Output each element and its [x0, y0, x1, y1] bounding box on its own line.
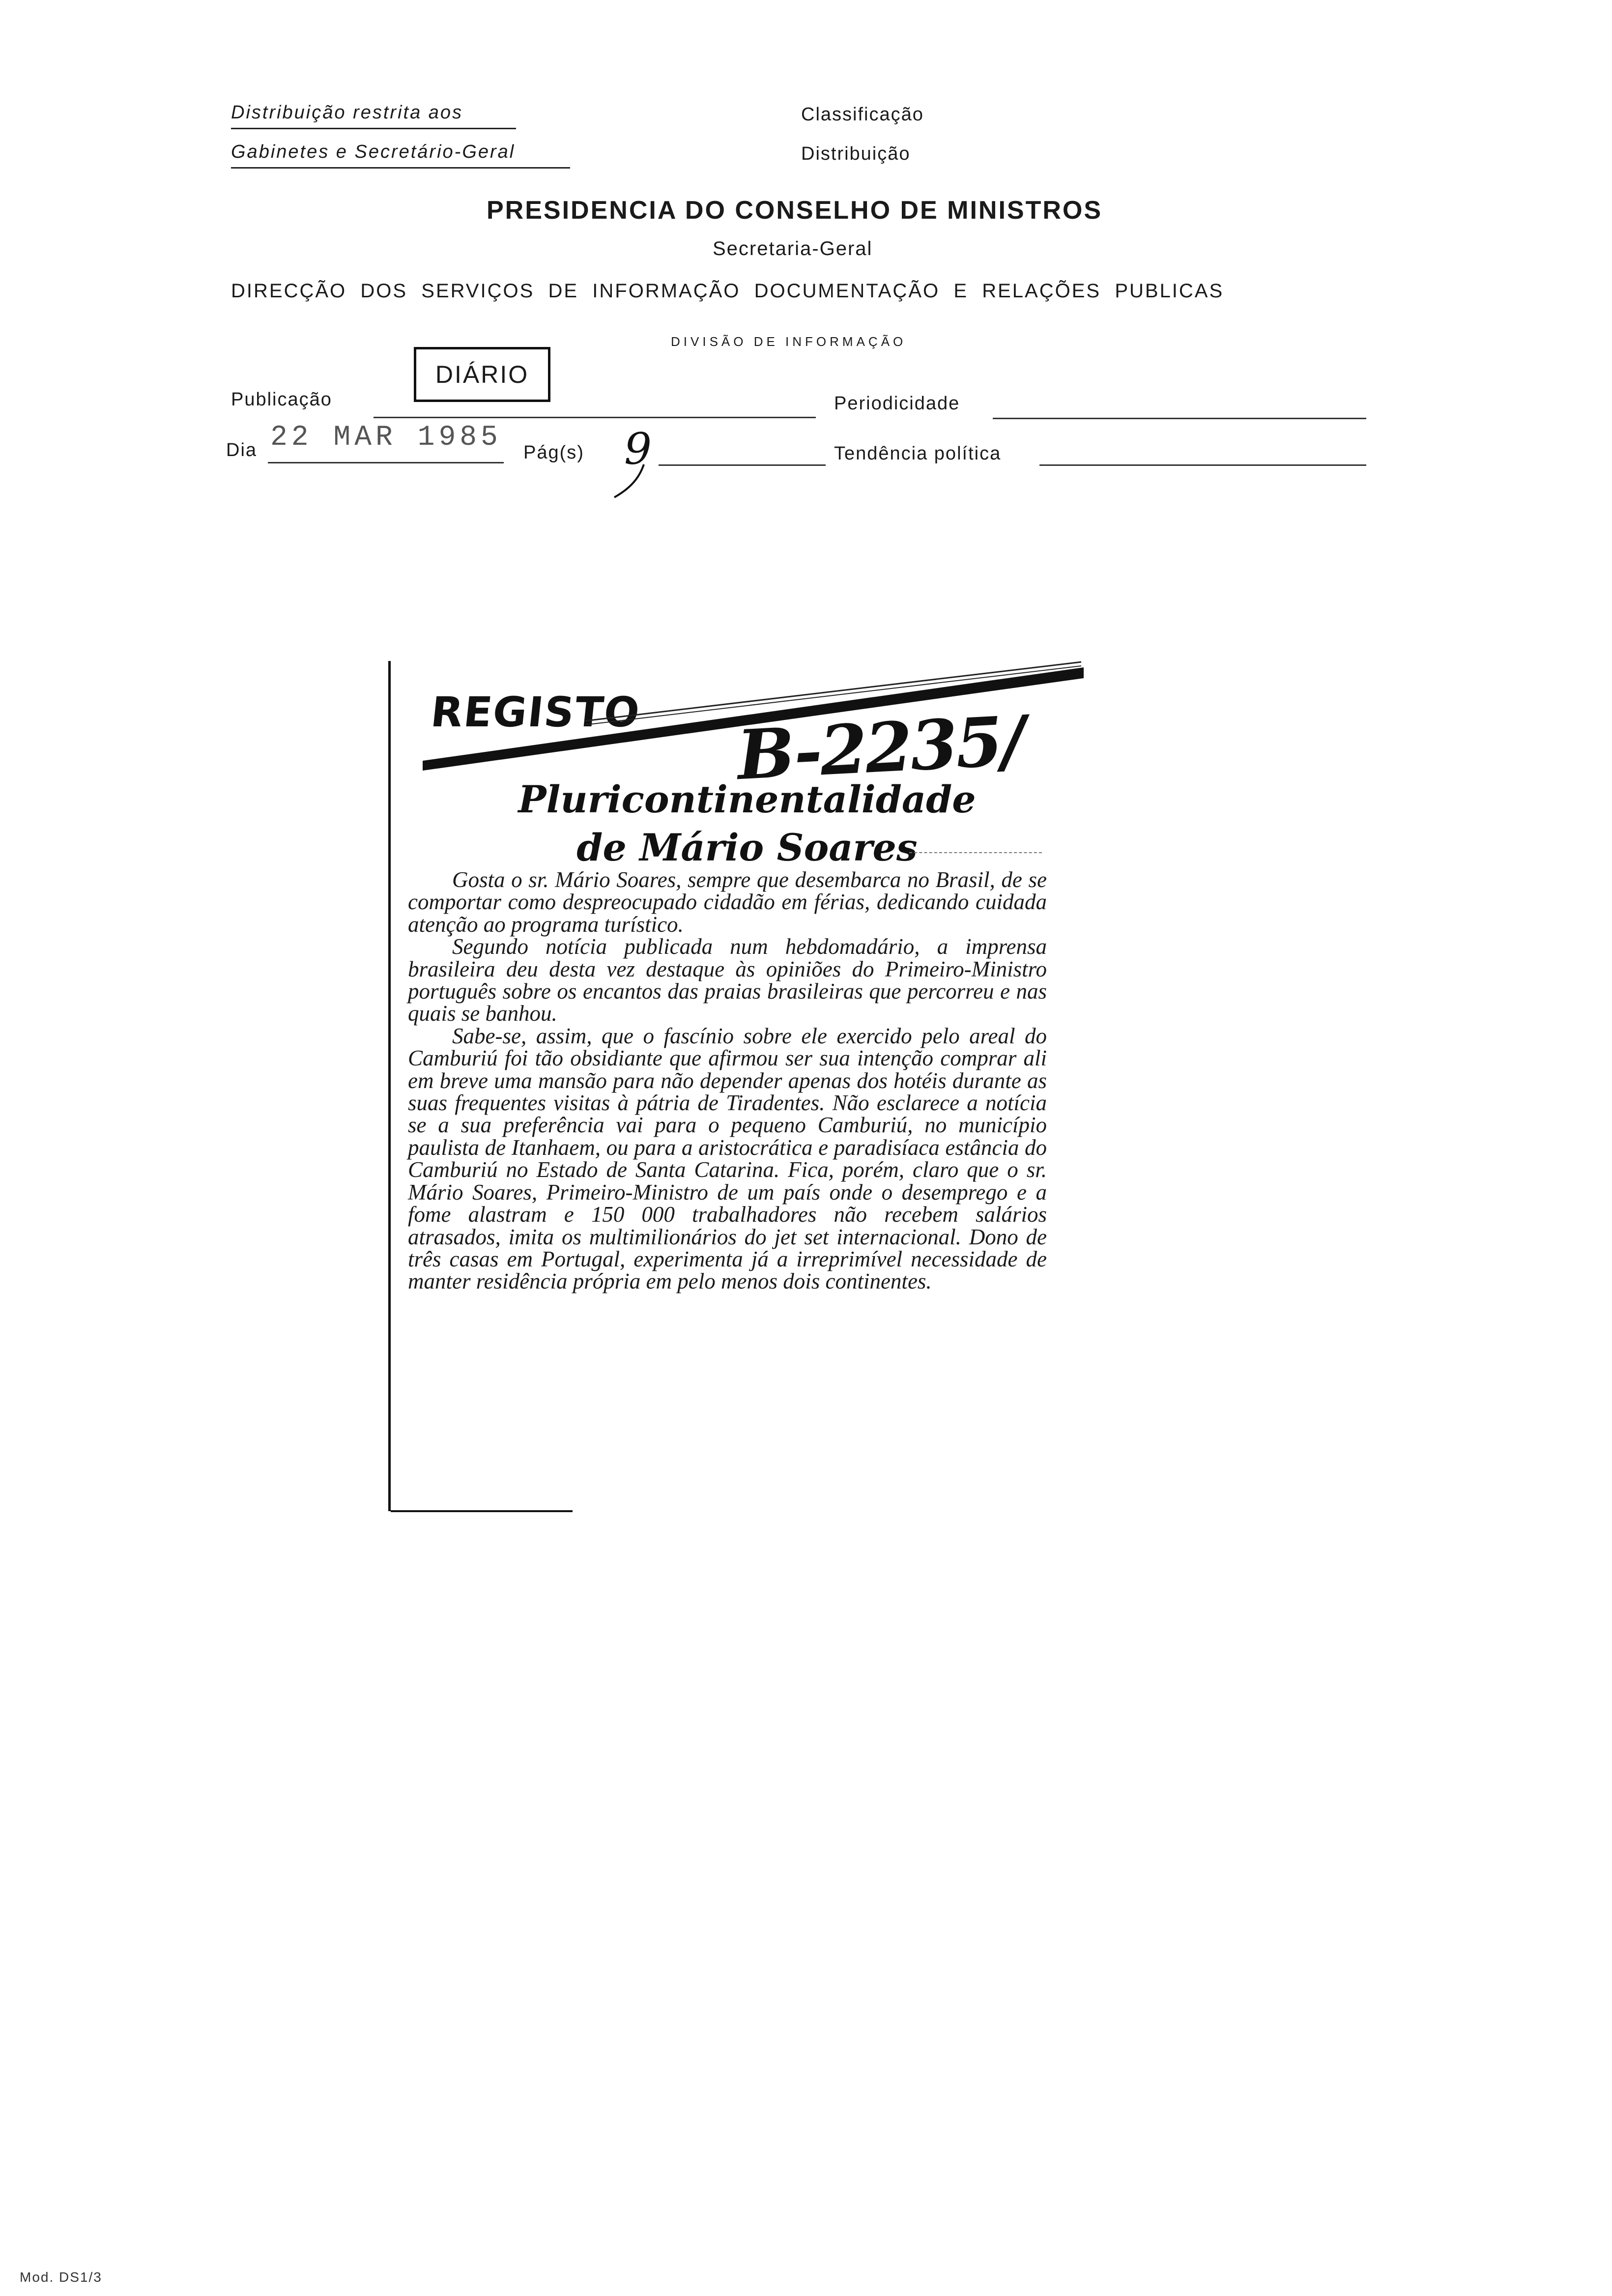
dia-line — [268, 462, 504, 463]
article-paragraph-2: Segundo notícia publicada num hebdomadário, a imprensa brasileira deu desta vez destaque às opiniões do Primeiro-Ministro português sobre os encantos das praias brasileiras que percorreu e nas quais se banhou. — [408, 934, 1047, 1026]
pags-pen-stroke — [609, 462, 654, 501]
restriction-underline-1 — [231, 128, 516, 129]
clipping-bottom-edge — [391, 1510, 573, 1512]
dia-label: Dia — [226, 440, 258, 460]
classificacao-label: Classificação — [801, 104, 924, 125]
dia-date-stamp: 22 MAR 1985 — [270, 422, 502, 454]
tendencia-line — [1039, 464, 1366, 466]
restriction-underline-2 — [231, 167, 570, 169]
article-body — [408, 869, 1047, 1293]
restriction-line-2: Gabinetes e Secretário-Geral — [231, 142, 516, 162]
clipping-left-edge — [388, 661, 391, 1511]
section-registo: REGISTO — [429, 688, 643, 736]
tendencia-label: Tendência política — [834, 443, 1002, 464]
divisao-informacao: DIVISÃO DE INFORMAÇÃO — [671, 334, 907, 349]
article-paragraph-3: Sabe-se, assim, que o fascínio sobre ele exercido pelo areal do Camburiú foi tão obsidiante que afirmou ser sua intenção comprar ali em breve uma mansão para não depender apenas dos hotéis durante as suas frequentes visitas à pátria de Tiradentes. Não esclarece a notícia se a sua preferência vai para o pequeno Camburiú, no município paulista de Itanhaem, ou para a aristocrática e paradisíaca estância do Camburiú no Estado de Santa Catarina. Fica, porém, claro que o sr. Mário Soares, Primeiro-Ministro de um país onde o desemprego e a fome alastram e 150 000 trabalhadores não recebem salários atrasados, imita os multimilionários do jet set internacional. Dono de três casas em Portugal, experimenta já a irreprimível necessidade de manter residência própria em pelo menos dois continentes. — [408, 1023, 1047, 1294]
direccao-servicos: DIRECÇÃO DOS SERVIÇOS DE INFORMAÇÃO DOCUMENTAÇÃO E RELAÇÕES PUBLICAS — [231, 280, 1224, 302]
article-headline — [432, 775, 1062, 872]
publicacao-value: DIÁRIO — [435, 361, 529, 388]
headline-dash — [909, 852, 1042, 853]
headline-line-1: Pluricontinentalidade — [518, 777, 976, 821]
pags-label: Pág(s) — [523, 442, 584, 463]
handwritten-reference: B-2235/ — [735, 700, 1026, 796]
publicacao-stamp — [414, 347, 550, 402]
pags-handwritten-value: 9 — [624, 424, 652, 474]
headline-line-2: de Mário Soares — [576, 826, 918, 869]
secretaria-geral: Secretaria-Geral — [713, 238, 873, 259]
article-paragraph-1: Gosta o sr. Mário Soares, sempre que desembarca no Brasil, de se comportar como despreocupado cidadão em férias, dedicando cuidada atenção ao programa turístico. — [408, 867, 1047, 937]
publicacao-label: Publicação — [231, 389, 332, 410]
restriction-line-1: Distribuição restrita aos — [231, 102, 463, 123]
periodicidade-line — [993, 418, 1366, 419]
periodicidade-label: Periodicidade — [834, 393, 960, 414]
distribuicao-label: Distribuição — [801, 144, 911, 164]
pags-line — [659, 464, 826, 466]
ministry-title: PRESIDENCIA DO CONSELHO DE MINISTROS — [487, 196, 1103, 225]
publicacao-line — [374, 417, 816, 418]
model-reference: Mod. DS1/3 — [20, 2269, 102, 2285]
